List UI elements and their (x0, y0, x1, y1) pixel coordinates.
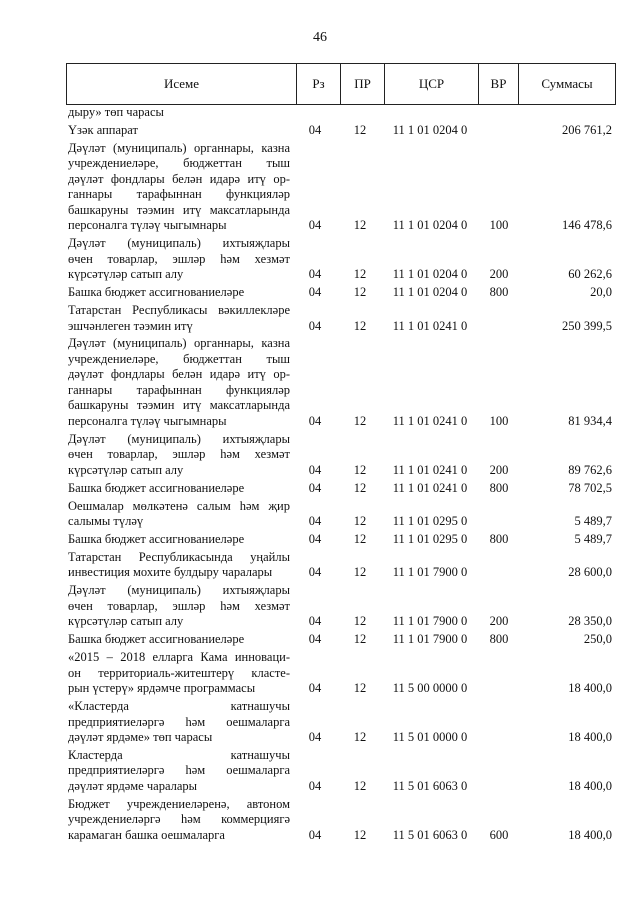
row-pr: 12 (353, 413, 367, 428)
row-pr: 12 (353, 565, 367, 580)
row-vr: 100 (489, 218, 509, 233)
row-name-line: Татарстан Республикасы вәкиллекләре (68, 303, 290, 317)
row-csr: 11 5 01 0000 0 (392, 730, 468, 744)
row-name-line: Кластерда катнашучы (68, 747, 290, 762)
row-rz: 04 (308, 218, 322, 233)
header-sum: Суммасы (541, 76, 593, 91)
row-csr: 11 1 01 0204 0 (392, 285, 468, 300)
row-vr: 200 (489, 267, 509, 282)
row-name-line: дәүләт фондлары белән идарә итү ор- (68, 367, 290, 382)
row-name (68, 650, 290, 697)
row-name-line: Башка бюджет ассигнованиеләре (68, 480, 245, 495)
row-name-line: Дәүләт (муниципаль) ихтыяҗлары (68, 431, 290, 446)
row-name-line: предприятиеләргә һәм оешмаларга (68, 763, 290, 778)
row-name-line: өчен товарлар, эшләр һәм хезмәт (68, 447, 290, 462)
row-name-line: Дәүләт (муниципаль) ихтыяҗлары (68, 236, 290, 251)
row-csr: 11 1 01 7900 0 (392, 565, 468, 580)
row-name-line: Башка бюджет ассигнованиеләре (68, 632, 245, 647)
row-name-line: Бюджет учреждениеләренә, автоном (68, 796, 290, 811)
row-name-line: учреждениеләре, бюджеттан тыш (68, 351, 290, 366)
row-vr: 800 (489, 480, 509, 495)
table-row (0, 650, 640, 697)
row-rz: 04 (308, 532, 322, 546)
row-name-line: Оешмалар мөлкәтенә салым һәм җир (68, 498, 290, 513)
row-name (68, 105, 290, 121)
row-name-line: инвестиция мохите булдыру чаралары (68, 565, 273, 580)
row-name-line: өчен товарлар, эшләр һәм хезмәт (68, 251, 290, 266)
row-sum: 18 400,0 (568, 778, 612, 793)
row-pr: 12 (353, 218, 367, 233)
row-sum: 20,0 (590, 285, 612, 300)
row-name-line: он территориаль-житештерү кластe- (68, 665, 290, 680)
row-sum: 18 400,0 (568, 681, 612, 696)
row-csr: 11 1 01 0241 0 (392, 462, 468, 477)
row-rz: 04 (308, 318, 322, 333)
row-sum: 28 600,0 (568, 565, 612, 580)
row-pr: 12 (353, 480, 367, 495)
row-pr: 12 (353, 614, 367, 629)
page-number: 46 (313, 30, 327, 45)
row-csr: 11 5 01 6063 0 (392, 778, 468, 793)
row-name-line: күрсәтүләр сатып алу (68, 614, 184, 629)
row-csr: 11 1 01 0204 0 (392, 122, 468, 137)
row-name (68, 550, 290, 581)
table-row (0, 123, 640, 139)
header-rz: Рз (297, 64, 341, 104)
row-sum: 81 934,4 (568, 413, 612, 428)
row-name-line: күрсәтүләр сатып алу (68, 462, 184, 477)
row-rz: 04 (308, 285, 322, 300)
row-vr: 200 (489, 614, 509, 629)
row-name-line: «2015 – 2018 елларга Кама инноваци- (68, 650, 290, 665)
table-row (0, 236, 640, 283)
header-pr: ПР (341, 64, 385, 104)
row-name (68, 123, 290, 139)
row-name (68, 481, 290, 497)
row-rz: 04 (308, 480, 322, 495)
table-row (0, 748, 640, 795)
row-name-line: персоналга түләү чыгымнары (68, 218, 227, 233)
table-row (0, 532, 640, 548)
row-csr: 11 1 01 0295 0 (392, 532, 468, 546)
row-vr: 800 (489, 532, 509, 546)
table-row (0, 797, 640, 844)
row-pr: 12 (353, 462, 367, 477)
row-name-line: дәүләт ярдәме чаралары (68, 778, 198, 793)
row-rz: 04 (308, 462, 322, 477)
row-csr: 11 1 01 0204 0 (392, 267, 468, 282)
row-name (68, 336, 290, 429)
row-pr: 12 (353, 514, 367, 529)
row-name-line: эшчәнлеген тәэмин итү (68, 318, 193, 333)
row-sum: 5 489,7 (574, 532, 612, 546)
row-csr: 11 1 01 0241 0 (392, 318, 468, 333)
row-rz: 04 (308, 267, 322, 282)
row-name-line: салымы түләү (68, 514, 144, 529)
row-name (68, 699, 290, 746)
table-row (0, 105, 640, 121)
row-pr: 12 (353, 122, 367, 137)
row-rz: 04 (308, 681, 322, 696)
row-name (68, 499, 290, 530)
row-csr: 11 1 01 0241 0 (392, 480, 468, 495)
row-name-line: Дәүләт (муниципаль) органнары, казна (68, 140, 290, 155)
row-csr: 11 5 01 6063 0 (392, 827, 468, 842)
table-header (66, 63, 616, 105)
row-rz: 04 (308, 413, 322, 428)
row-name (68, 632, 290, 648)
row-name (68, 236, 290, 283)
row-sum: 250,0 (583, 632, 612, 647)
row-pr: 12 (353, 730, 367, 744)
table-row (0, 432, 640, 479)
row-vr: 100 (489, 413, 509, 428)
row-name (68, 285, 290, 301)
row-vr: 800 (489, 632, 509, 647)
row-pr: 12 (353, 632, 367, 647)
row-name-line: учреждениеләргә һәм коммерциягә (68, 812, 290, 827)
table-row (0, 583, 640, 630)
row-rz: 04 (308, 632, 322, 647)
row-rz: 04 (308, 827, 322, 842)
row-sum: 146 478,6 (562, 218, 612, 233)
row-rz: 04 (308, 614, 322, 629)
row-sum: 18 400,0 (568, 827, 612, 842)
table-row (0, 303, 640, 334)
row-csr: 11 1 01 7900 0 (392, 614, 468, 629)
row-rz: 04 (308, 514, 322, 529)
row-csr: 11 1 01 0295 0 (392, 514, 468, 529)
row-name (68, 583, 290, 630)
row-name (68, 432, 290, 479)
row-sum: 5 489,7 (574, 514, 612, 529)
row-pr: 12 (353, 267, 367, 282)
row-name-line: башкаруны тәэмин итү максатларында (68, 398, 290, 413)
row-name-line: башкаруны тәэмин итү максатларында (68, 202, 290, 217)
table-row (0, 285, 640, 301)
row-name-line: ганнары тарафыннан функцияләр (68, 382, 290, 397)
row-name-line: Башка бюджет ассигнованиеләре (68, 285, 245, 300)
table-row (0, 550, 640, 581)
row-vr: 600 (489, 827, 509, 842)
row-name (68, 797, 290, 844)
row-name-line: карамаган башка оешмаларга (68, 827, 225, 842)
header-vr: ВР (479, 64, 519, 104)
header-name: Исеме (67, 64, 297, 104)
row-pr: 12 (353, 827, 367, 842)
table-row (0, 499, 640, 530)
row-vr: 200 (489, 462, 509, 477)
row-name-line: ганнары тарафыннан функцияләр (68, 187, 290, 202)
row-name-line: дыру» төп чарасы (68, 105, 164, 119)
row-sum: 250 399,5 (562, 318, 612, 333)
row-pr: 12 (353, 681, 367, 696)
row-rz: 04 (308, 122, 322, 137)
row-rz: 04 (308, 565, 322, 580)
table-row (0, 141, 640, 234)
row-name (68, 141, 290, 234)
row-sum: 28 350,0 (568, 614, 612, 629)
header-csr: ЦСР (385, 64, 479, 104)
row-name-line: дәүләт фондлары белән идарә итү ор- (68, 171, 290, 186)
row-name-line: рын үстерү» ярдәмче программасы (68, 681, 256, 696)
row-rz: 04 (308, 778, 322, 793)
row-name-line: персоналга түләү чыгымнары (68, 413, 227, 428)
row-name-line: «Кластерда катнашучы (68, 699, 290, 713)
row-sum: 18 400,0 (568, 730, 612, 744)
row-pr: 12 (353, 778, 367, 793)
row-vr: 800 (489, 285, 509, 300)
row-name-line: өчен товарлар, эшләр һәм хезмәт (68, 598, 290, 613)
row-rz: 04 (308, 730, 322, 744)
row-csr: 11 1 01 0204 0 (392, 218, 468, 233)
table-row (0, 481, 640, 497)
row-name-line: күрсәтүләр сатып алу (68, 267, 184, 282)
row-pr: 12 (353, 285, 367, 300)
row-name-line: учреждениеләре, бюджеттан тыш (68, 156, 290, 171)
row-csr: 11 1 01 7900 0 (392, 632, 468, 647)
row-csr: 11 1 01 0241 0 (392, 413, 468, 428)
row-name-line: Дәүләт (муниципаль) органнары, казна (68, 336, 290, 351)
row-csr: 11 5 00 0000 0 (392, 681, 468, 696)
table-row (0, 336, 640, 429)
row-sum: 89 762,6 (568, 462, 612, 477)
table-row (0, 699, 640, 746)
row-pr: 12 (353, 318, 367, 333)
row-name-line: дәүләт ярдәме» төп чарасы (68, 730, 213, 744)
row-name-line: Башка бюджет ассигнованиеләре (68, 532, 245, 546)
row-sum: 60 262,6 (568, 267, 612, 282)
row-sum: 78 702,5 (568, 480, 612, 495)
row-name (68, 748, 290, 795)
row-name-line: Үзәк аппарат (68, 122, 138, 137)
row-name (68, 532, 290, 548)
row-name-line: Дәүләт (муниципаль) ихтыяҗлары (68, 583, 290, 598)
row-name (68, 303, 290, 334)
row-sum: 206 761,2 (562, 122, 612, 137)
row-pr: 12 (353, 532, 367, 546)
row-name-line: предприятиеләргә һәм оешмаларга (68, 714, 290, 729)
table-row (0, 632, 640, 648)
row-name-line: Татарстан Республикасында уңайлы (68, 549, 290, 564)
